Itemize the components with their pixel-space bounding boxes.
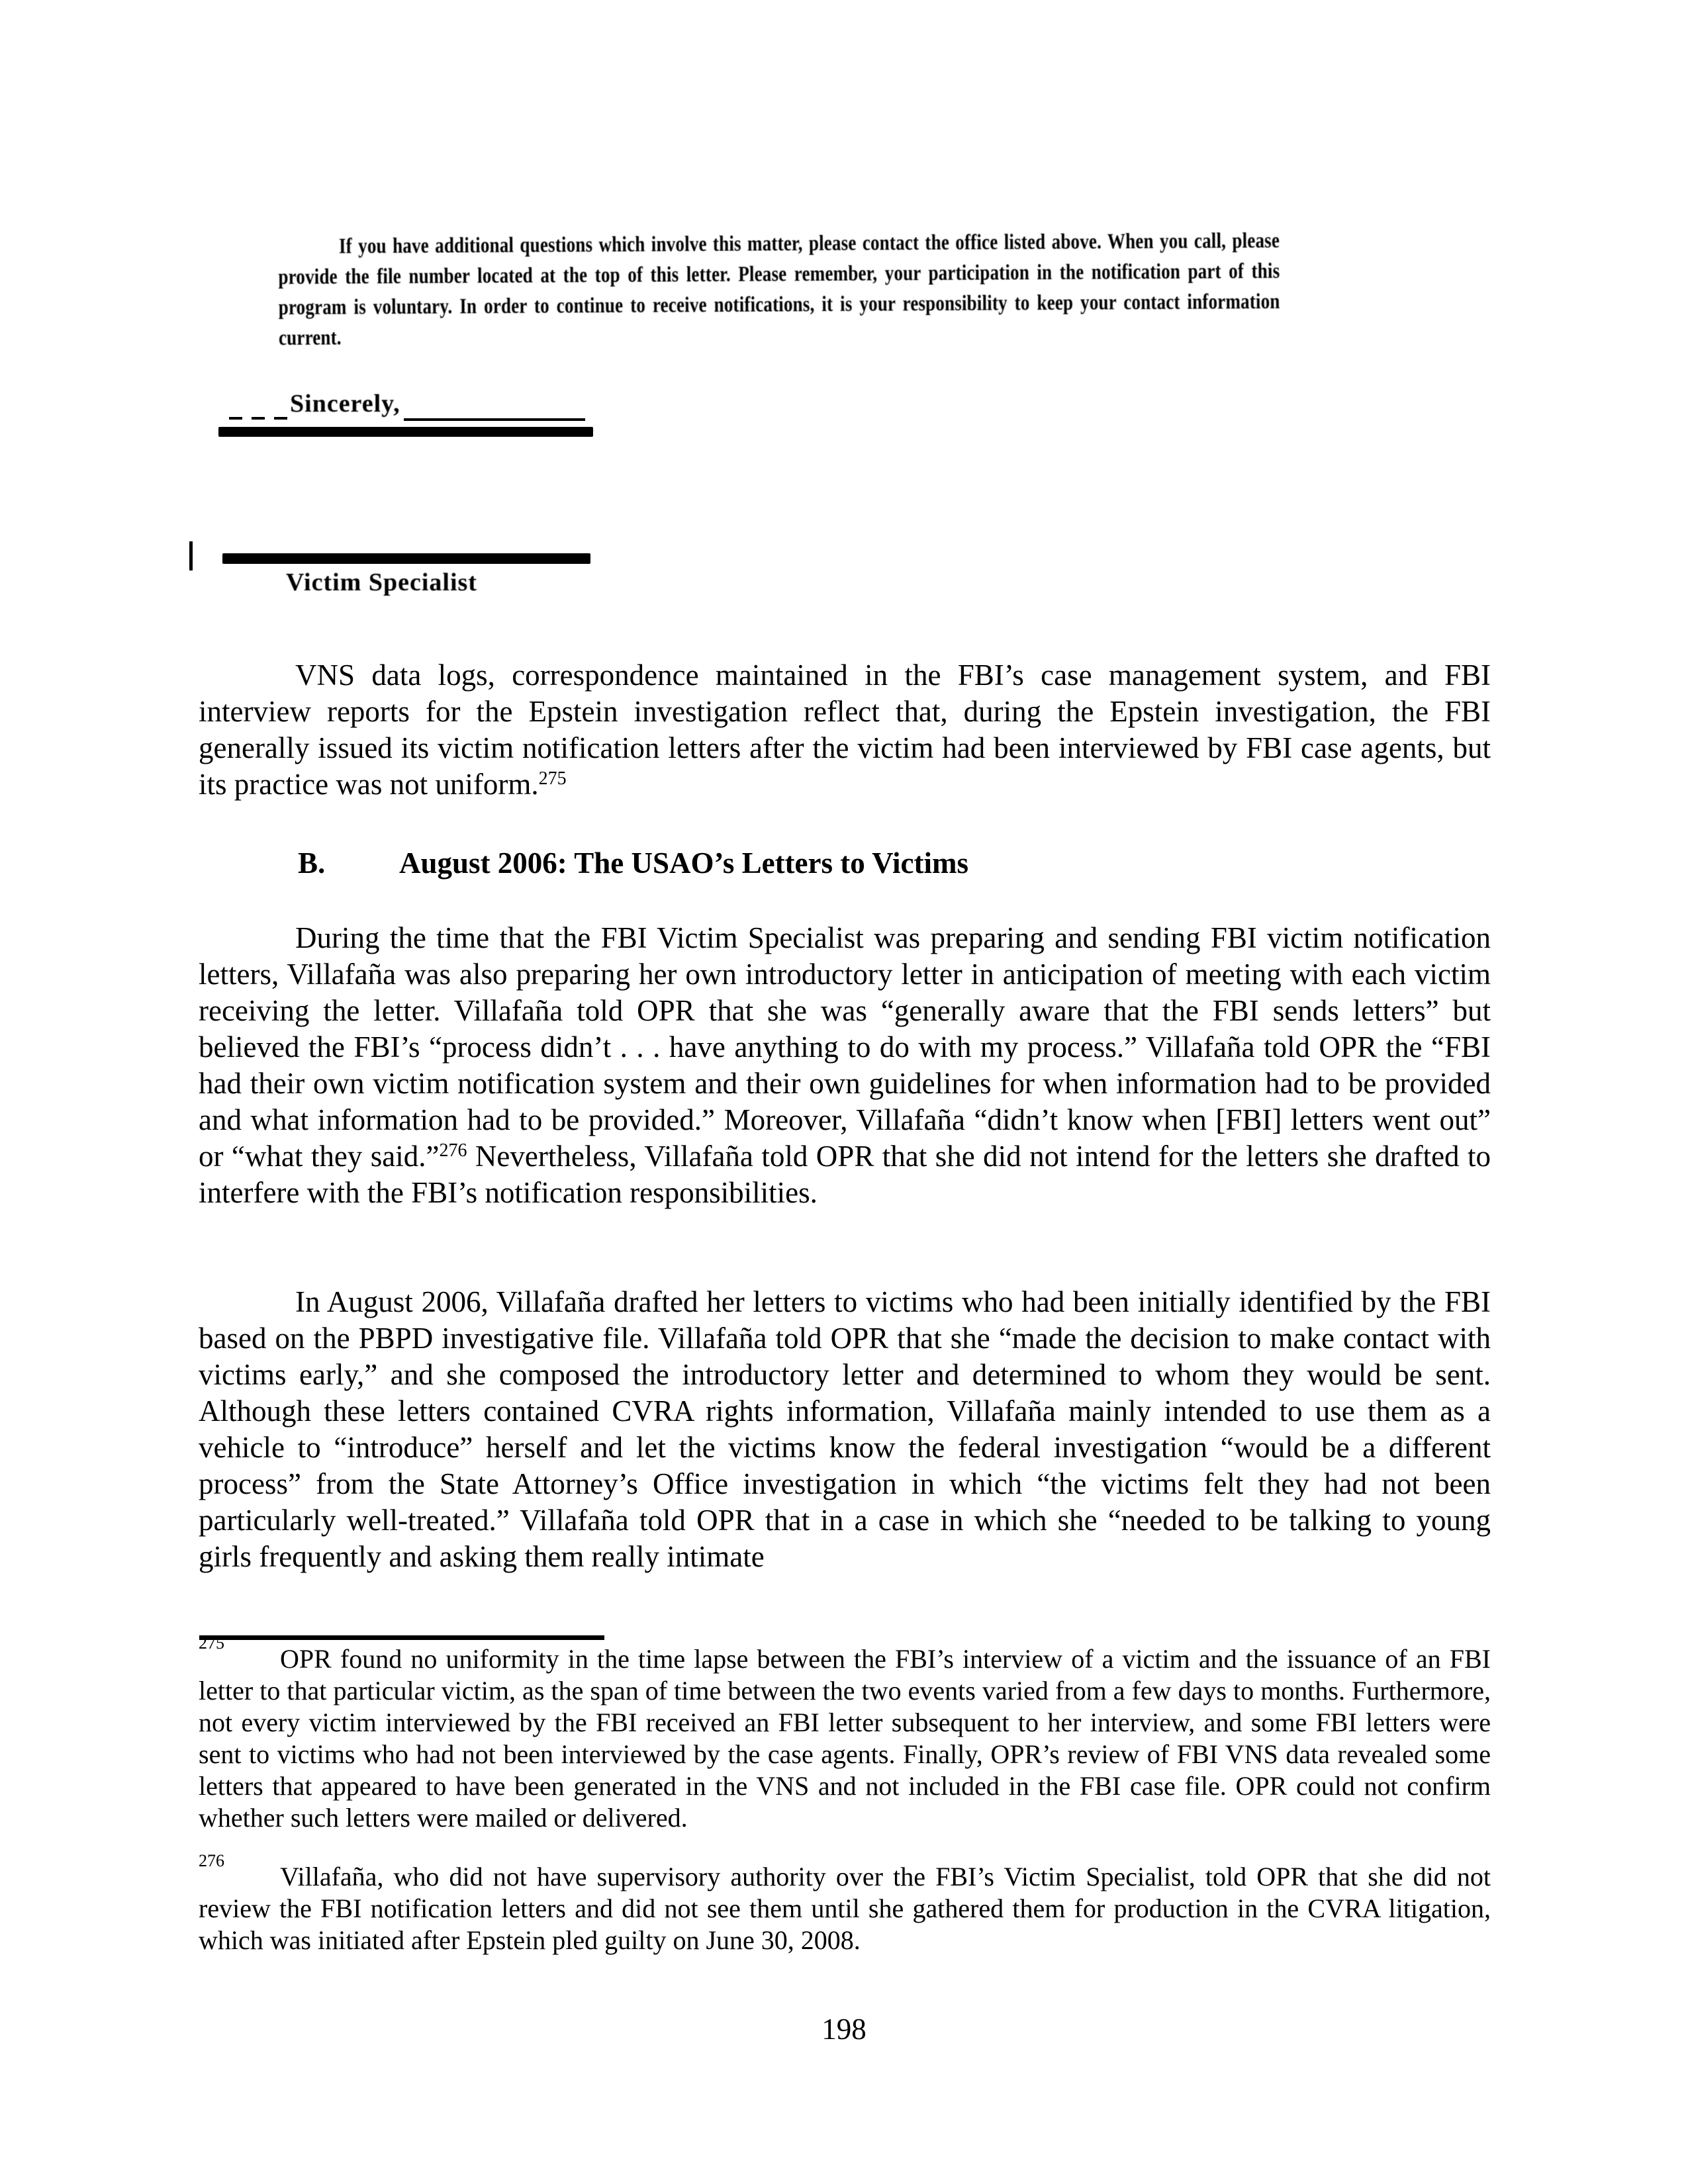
body-paragraph-2-text-b: Nevertheless, Villafaña told OPR that she did not intend for the letters she drafted to interfere with the FBI’s notification responsibilities.	[199, 1140, 1491, 1209]
name-redaction-bar	[222, 553, 590, 564]
body-paragraph-1-text: VNS data logs, correspondence maintained in the FBI’s case management system, and FBI interview reports for the Epstein investigation reflect that, during the Epstein investigation, the FBI generally issued its victim notification letters after the victim had been interviewed by FBI case agents, but its practice was not uniform.	[199, 659, 1491, 801]
footnote-275-marker: 275	[199, 1633, 224, 1653]
signature-title: Victim Specialist	[286, 569, 477, 596]
section-heading-label: B.	[298, 846, 326, 880]
page-number: 198	[821, 2013, 867, 2046]
body-paragraph-1	[199, 657, 1491, 803]
footnote-276	[199, 1851, 1491, 1956]
footnote-276-marker: 276	[199, 1851, 224, 1871]
scanned-letter-paragraph: If you have additional questions which involve this matter, please contact the office listed above. When you call, please provide the file number located at the top of this letter. Please remember, your participation in the notification part of this program is voluntary. In order to continue to receive notifications, it is your responsibility to keep your contact information current.	[278, 228, 1280, 350]
footnote-275-text: OPR found no uniformity in the time lapse between the FBI’s interview of a victim and the issuance of an FBI letter to that particular victim, as the span of time between the two events varied from a few days to months. Furthermore, not every victim interviewed by the FBI received an FBI letter subsequent to her interview, and some FBI letters were sent to victims who had not been interviewed by the case agents. Finally, OPR’s review of FBI VNS data revealed some letters that appeared to have been generated in the VNS and not included in the FBI case file. OPR could not confirm whether such letters were mailed or delivered.	[199, 1644, 1491, 1833]
footnote-ref-275: 275	[538, 768, 567, 789]
closing-sincerely: Sincerely,	[290, 390, 400, 418]
signature-line	[404, 418, 585, 421]
footnote-275	[199, 1633, 1491, 1834]
left-margin-tick	[189, 541, 193, 570]
body-paragraph-2	[199, 920, 1491, 1211]
scan-dash-artifacts	[229, 417, 287, 420]
signature-redaction-bar	[218, 427, 593, 437]
footnote-276-text: Villafaña, who did not have supervisory authority over the FBI’s Victim Specialist, told OPR that she did not review the FBI notification letters and did not see them until she gathered them for production in the CVRA litigation, which was initiated after Epstein pled guilty on June 30, 2008.	[199, 1862, 1491, 1955]
body-paragraph-2-text-a: During the time that the FBI Victim Specialist was preparing and sending FBI victim notification letters, Villafaña was also preparing her own introductory letter in anticipation of meeting with each victim receiving the letter. Villafaña told OPR that she was “generally aware that the FBI sends letters” but believed the FBI’s “process didn’t . . . have anything to do with my process.” Villafaña told OPR the “FBI had their own victim notification system and their own guidelines for when information had to be provided and what information had to be provided.” Moreover, Villafaña “didn’t know when [FBI] letters went out” or “what they said.”	[199, 921, 1491, 1173]
footnote-separator	[199, 1635, 604, 1640]
footnote-ref-276: 276	[439, 1140, 467, 1161]
body-paragraph-3-text: In August 2006, Villafaña drafted her letters to victims who had been initially identified by the FBI based on the PBPD investigative file. Villafaña told OPR that she “made the decision to make contact with victims early,” and she composed the introductory letter and determined to whom they would be sent. Although these letters contained CVRA rights information, Villafaña mainly intended to use them as a vehicle to “introduce” herself and let the victims know the federal investigation “would be a different process” from the State Attorney’s Office investigation in which “the victims felt they had not been particularly well-treated.” Villafaña told OPR that in a case in which she “needed to be talking to young girls frequently and asking them really intimate	[199, 1285, 1491, 1573]
section-heading	[298, 846, 968, 880]
section-heading-title: August 2006: The USAO’s Letters to Victims	[399, 846, 968, 880]
body-paragraph-3	[199, 1284, 1491, 1575]
